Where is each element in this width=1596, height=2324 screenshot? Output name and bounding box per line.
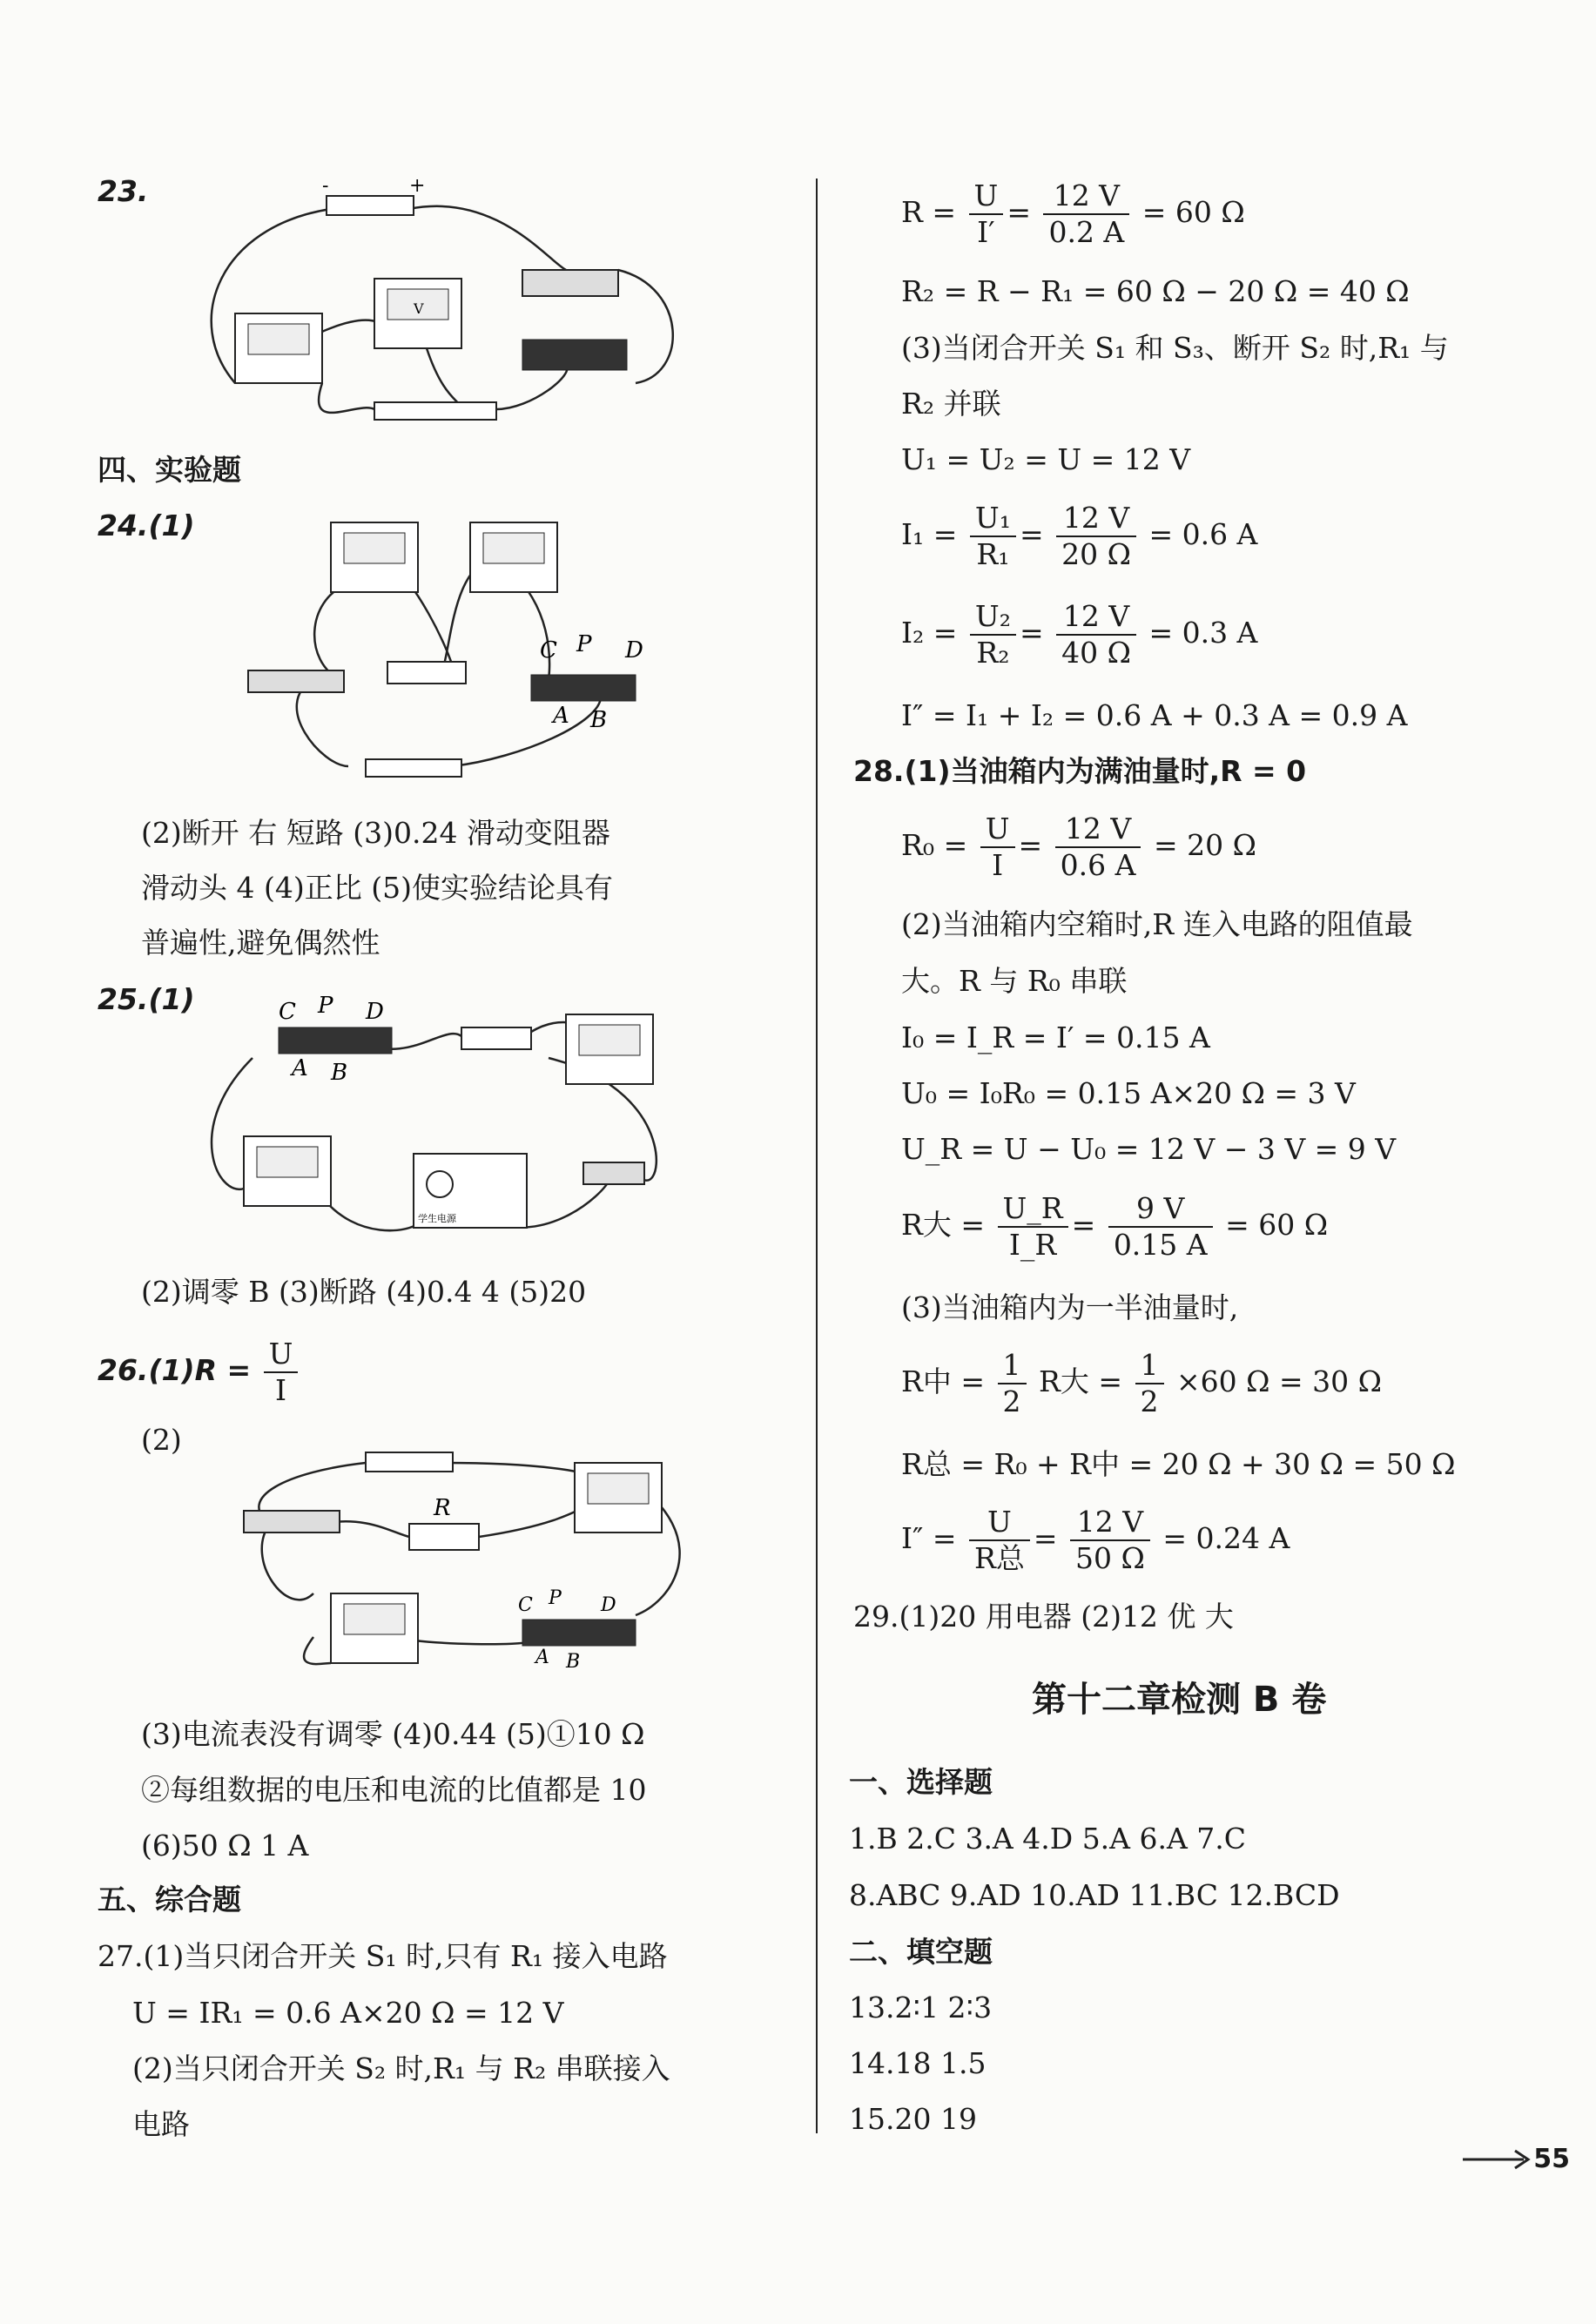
choice-answers-1: 1.B 2.C 3.A 4.D 5.A 6.A 7.C (849, 1822, 1247, 1856)
q26-label-D: D (601, 1594, 616, 1616)
choice-answers-2: 8.ABC 9.AD 10.AD 11.BC 12.BCD (849, 1878, 1340, 1912)
right-eq-5: U₁ = U₂ = U = 12 V (901, 442, 1191, 476)
q26-answer-line3: (6)50 Ω 1 A (141, 1829, 309, 1863)
q25-label: 25.(1) (98, 982, 195, 1016)
section-5-heading: 五、综合题 (98, 1883, 241, 1916)
q27-line2: U = IR₁ = 0.6 A×20 Ω = 12 V (132, 1996, 564, 2030)
q25-label-A: A (292, 1055, 308, 1081)
section-fill-heading: 二、填空题 (849, 1935, 993, 1969)
fill-answer-14: 14.18 1.5 (849, 2046, 987, 2080)
q25-label-B: B (331, 1060, 348, 1086)
q26-answer-line2: ②每组数据的电压和电流的比值都是 10 (141, 1773, 647, 1807)
q26-answer-line1: (3)电流表没有调零 (4)0.44 (5)①10 Ω (141, 1717, 645, 1751)
right-eq-19: R总 = R₀ + R中 = 20 Ω + 30 Ω = 50 Ω (901, 1447, 1456, 1481)
q26-label-C: C (518, 1594, 533, 1616)
q24-answer-line2: 滑动头 4 (4)正比 (5)使实验结论具有 (141, 871, 613, 905)
q25-circuit-diagram (200, 988, 670, 1241)
q24-label-P: P (576, 631, 592, 657)
right-eq-1: R = $\frac{U}{I'}$ = $\frac{12 V}{0.2 A}$ = 60 Ω (901, 179, 1245, 249)
q24-label-D: D (625, 637, 643, 664)
right-eq-6: I₁ = $\frac{\text{U₁}}{\text{R₁}}$ = $\frac{12 V}{20 \Omega}$ = 0.6 A (901, 501, 1258, 571)
q27-line4: 电路 (132, 2107, 190, 2141)
right-text-17: (3)当油箱内为一半油量时, (901, 1290, 1239, 1324)
q26-part1: 26.(1)R = $\frac{U}{I}$ (98, 1337, 301, 1408)
svg-text:-: - (322, 175, 329, 197)
svg-text:+: + (409, 175, 426, 197)
column-divider (816, 179, 818, 2133)
svg-text:V: V (414, 300, 424, 317)
q26-part2-label: (2) (141, 1423, 182, 1457)
chapter-title: 第十二章检测 B 卷 (1032, 1680, 1327, 1720)
right-eq-13: I₀ = I_R = I′ = 0.15 A (901, 1021, 1210, 1054)
q24-answer-line1: (2)断开 右 短路 (3)0.24 滑动变阻器 (141, 816, 610, 850)
right-eq-20: I″ = $\frac{U}{\text{R总}}$ = $\frac{12 V}{50 \Omega}$ = 0.24 A (901, 1505, 1290, 1575)
right-eq-15: U_R = U − U₀ = 12 V − 3 V = 9 V (901, 1132, 1397, 1166)
q26-fraction: $\frac{U}{I}$ (264, 1337, 299, 1408)
q26-label-B: B (566, 1651, 581, 1673)
q24-label-C: C (540, 637, 557, 664)
fill-answer-13: 13.2∶1 2∶3 (849, 1991, 993, 2024)
section-choice-heading: 一、选择题 (849, 1765, 993, 1799)
q25-answer: (2)调零 B (3)断路 (4)0.4 4 (5)20 (141, 1275, 587, 1309)
q24-answer-line3: 普遍性,避免偶然性 (141, 926, 380, 960)
q24-label-A: A (553, 703, 569, 729)
q29-answer: 29.(1)20 用电器 (2)12 优 大 (853, 1600, 1234, 1634)
q26-label-A: A (535, 1647, 549, 1668)
section-4-heading: 四、实验题 (98, 453, 241, 487)
q23-circuit-diagram (200, 174, 688, 435)
q27-line3: (2)当只闭合开关 S₂ 时,R₁ 与 R₂ 串联接入 (132, 2051, 670, 2085)
q23-label: 23. (98, 174, 149, 208)
right-eq-16: R大 = $\frac{U\_R}{I\_R}$ = $\frac{9 V}{0.15 A}$ = 60 Ω (901, 1191, 1329, 1262)
fill-answer-15: 15.20 19 (849, 2102, 977, 2136)
q27-line1: 27.(1)当只闭合开关 S₁ 时,只有 R₁ 接入电路 (98, 1939, 668, 1973)
right-eq-7: I₂ = $\frac{\text{U₂}}{\text{R₂}}$ = $\frac{12 V}{40 \Omega}$ = 0.3 A (901, 599, 1258, 670)
q26-label-R: R (434, 1495, 451, 1521)
q24-circuit-diagram (235, 514, 688, 784)
page-number: 55 (1533, 2144, 1570, 2174)
q25-power-supply-label: 学生电源 (418, 1213, 456, 1224)
q24-label-B: B (590, 707, 608, 733)
q24-label: 24.(1) (98, 509, 195, 542)
right-text-12: 大。R 与 R₀ 串联 (901, 964, 1128, 998)
right-eq-18: R中 = $\frac{1}{2}$ R大 = $\frac{1}{2}$ ×60 Ω = 30 Ω (901, 1348, 1382, 1418)
right-eq-8: I″ = I₁ + I₂ = 0.6 A + 0.3 A = 0.9 A (901, 698, 1408, 732)
q26-label-P: P (549, 1587, 562, 1609)
right-text-11: (2)当油箱内空箱时,R 连入电路的阻值最 (901, 907, 1413, 941)
right-eq-10: R₀ = $\frac{U}{I}$ = $\frac{12 V}{0.6 A}$ = 20 Ω (901, 812, 1256, 882)
right-eq-14: U₀ = I₀R₀ = 0.15 A×20 Ω = 3 V (901, 1076, 1356, 1110)
right-text-4: R₂ 并联 (901, 387, 1001, 421)
q26-circuit-diagram (235, 1428, 705, 1689)
q25-label-D: D (366, 999, 384, 1025)
q28-line1: 28.(1)当油箱内为满油量时,R = 0 (853, 754, 1307, 788)
q25-label-C: C (279, 999, 296, 1025)
q25-label-P: P (318, 993, 333, 1019)
right-eq-2: R₂ = R − R₁ = 60 Ω − 20 Ω = 40 Ω (901, 274, 1410, 308)
right-text-3: (3)当闭合开关 S₁ 和 S₃、断开 S₂ 时,R₁ 与 (901, 331, 1449, 365)
